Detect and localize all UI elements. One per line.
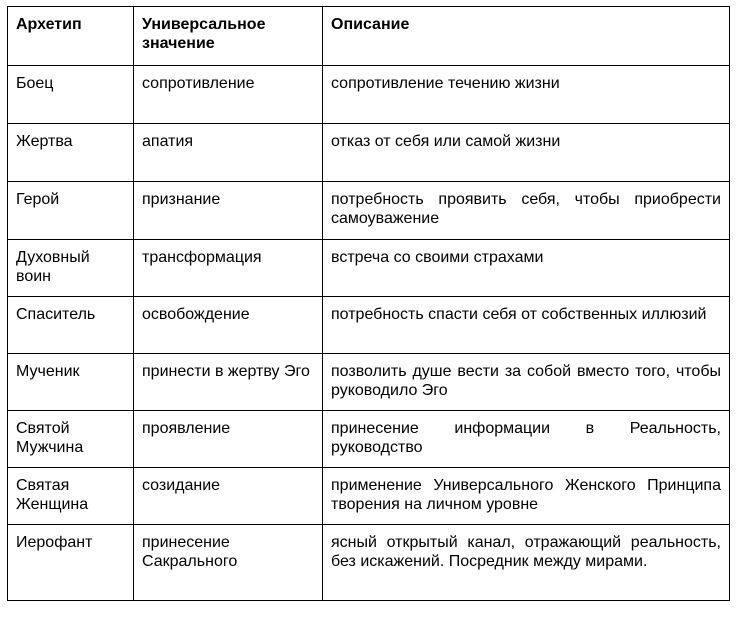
archetype-cell: Святая Женщина <box>8 468 134 525</box>
archetype-cell: Герой <box>8 182 134 240</box>
header-archetype: Архетип <box>8 7 134 66</box>
meaning-cell: сопротивление <box>134 66 323 124</box>
archetype-cell: Святой Мужчина <box>8 411 134 468</box>
header-universal-meaning: Универсальное значение <box>134 7 323 66</box>
meaning-cell: созидание <box>134 468 323 525</box>
description-cell: потребность спасти себя от собственных иллюзий <box>323 297 730 354</box>
meaning-cell: трансформация <box>134 240 323 297</box>
table-row <box>8 240 730 297</box>
description-cell: применение Универсального Женского Принципа творения на личном уровне <box>323 468 730 525</box>
archetype-cell: Спаситель <box>8 297 134 354</box>
table-row <box>8 66 730 124</box>
meaning-cell: признание <box>134 182 323 240</box>
description-cell: встреча со своими страхами <box>323 240 730 297</box>
table-row <box>8 525 730 601</box>
meaning-cell: проявление <box>134 411 323 468</box>
meaning-cell: принесение Сакрального <box>134 525 323 601</box>
archetype-cell: Боец <box>8 66 134 124</box>
meaning-cell: апатия <box>134 124 323 182</box>
table-row <box>8 182 730 240</box>
table-row <box>8 124 730 182</box>
description-cell: принесение информации в Реальность, руководство <box>323 411 730 468</box>
archetype-cell: Мученик <box>8 354 134 411</box>
meaning-cell: принести в жертву Эго <box>134 354 323 411</box>
archetype-cell: Духовный воин <box>8 240 134 297</box>
description-cell: отказ от себя или самой жизни <box>323 124 730 182</box>
table-row <box>8 297 730 354</box>
meaning-cell: освобождение <box>134 297 323 354</box>
description-cell: потребность проявить себя, чтобы приобрести самоуважение <box>323 182 730 240</box>
archetypes-table <box>7 6 730 601</box>
table-row <box>8 411 730 468</box>
description-cell: ясный открытый канал, отражающий реальность, без искажений. Посредник между мирами. <box>323 525 730 601</box>
description-cell: позволить душе вести за собой вместо того, чтобы руководило Эго <box>323 354 730 411</box>
table-row <box>8 354 730 411</box>
archetype-cell: Жертва <box>8 124 134 182</box>
header-description: Описание <box>323 7 730 66</box>
table-header-row <box>8 7 730 66</box>
description-cell: сопротивление течению жизни <box>323 66 730 124</box>
archetype-cell: Иерофант <box>8 525 134 601</box>
table-row <box>8 468 730 525</box>
